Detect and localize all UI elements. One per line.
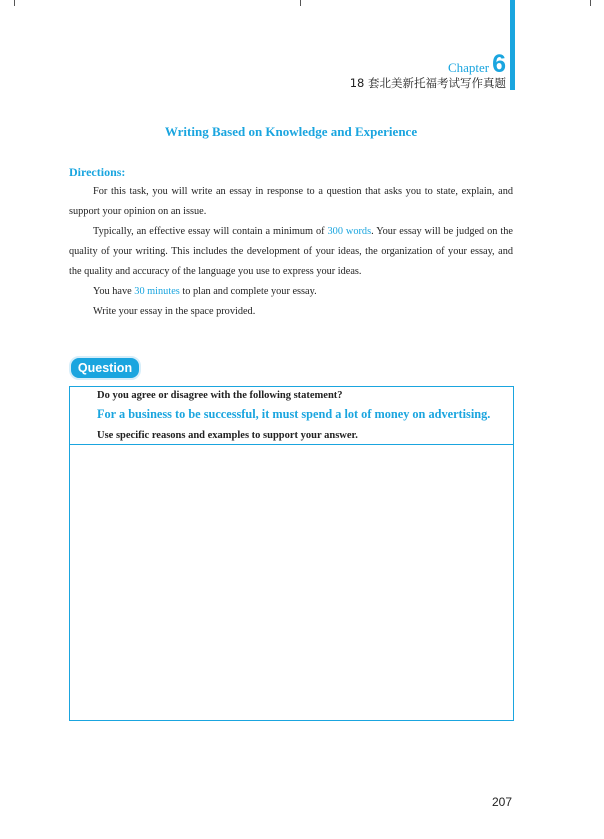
crop-mark (590, 0, 591, 6)
question-prompt: Do you agree or disagree with the following statement? (97, 390, 343, 401)
chapter-side-bar (510, 0, 515, 90)
text-run: You have (93, 286, 135, 297)
page-title: Writing Based on Knowledge and Experience (164, 124, 418, 139)
chapter-word: Chapter (447, 60, 490, 75)
question-box (69, 386, 514, 721)
chapter-subtitle: 18 套北美新托福考试写作真题 (349, 76, 506, 90)
directions-body (69, 182, 513, 322)
text-run: to plan and complete your essay. (179, 286, 317, 297)
text-run: . Your essay will be judged on the quality of your writing. This includes the development of your ideas, the organization of your essay, and the quality and accuracy of the language you use to express your ideas. (69, 226, 513, 277)
time-limit-highlight: 30 minutes (134, 286, 180, 297)
directions-paragraph (69, 222, 513, 282)
word-count-highlight: 300 words (327, 226, 372, 237)
question-instruction: Use specific reasons and examples to support your answer. (97, 430, 358, 441)
question-statement: For a business to be successful, it must spend a lot of money on advertising. (97, 407, 491, 421)
page-number: 207 (492, 795, 513, 809)
text-run: Typically, an effective essay will contain a minimum of (93, 226, 328, 237)
question-badge: Question (69, 356, 141, 380)
chapter-number: 6 (492, 50, 506, 78)
directions-paragraph: Write your essay in the space provided. (93, 306, 256, 317)
directions-paragraph: For this task, you will write an essay in response to a question that asks you to state, explain, and support your opinion on an issue. (69, 186, 513, 217)
crop-mark (300, 0, 301, 6)
directions-paragraph (69, 282, 513, 302)
directions-label: Directions: (69, 165, 126, 179)
crop-mark (14, 0, 15, 6)
essay-answer-area[interactable] (70, 445, 513, 720)
question-header (70, 387, 513, 445)
